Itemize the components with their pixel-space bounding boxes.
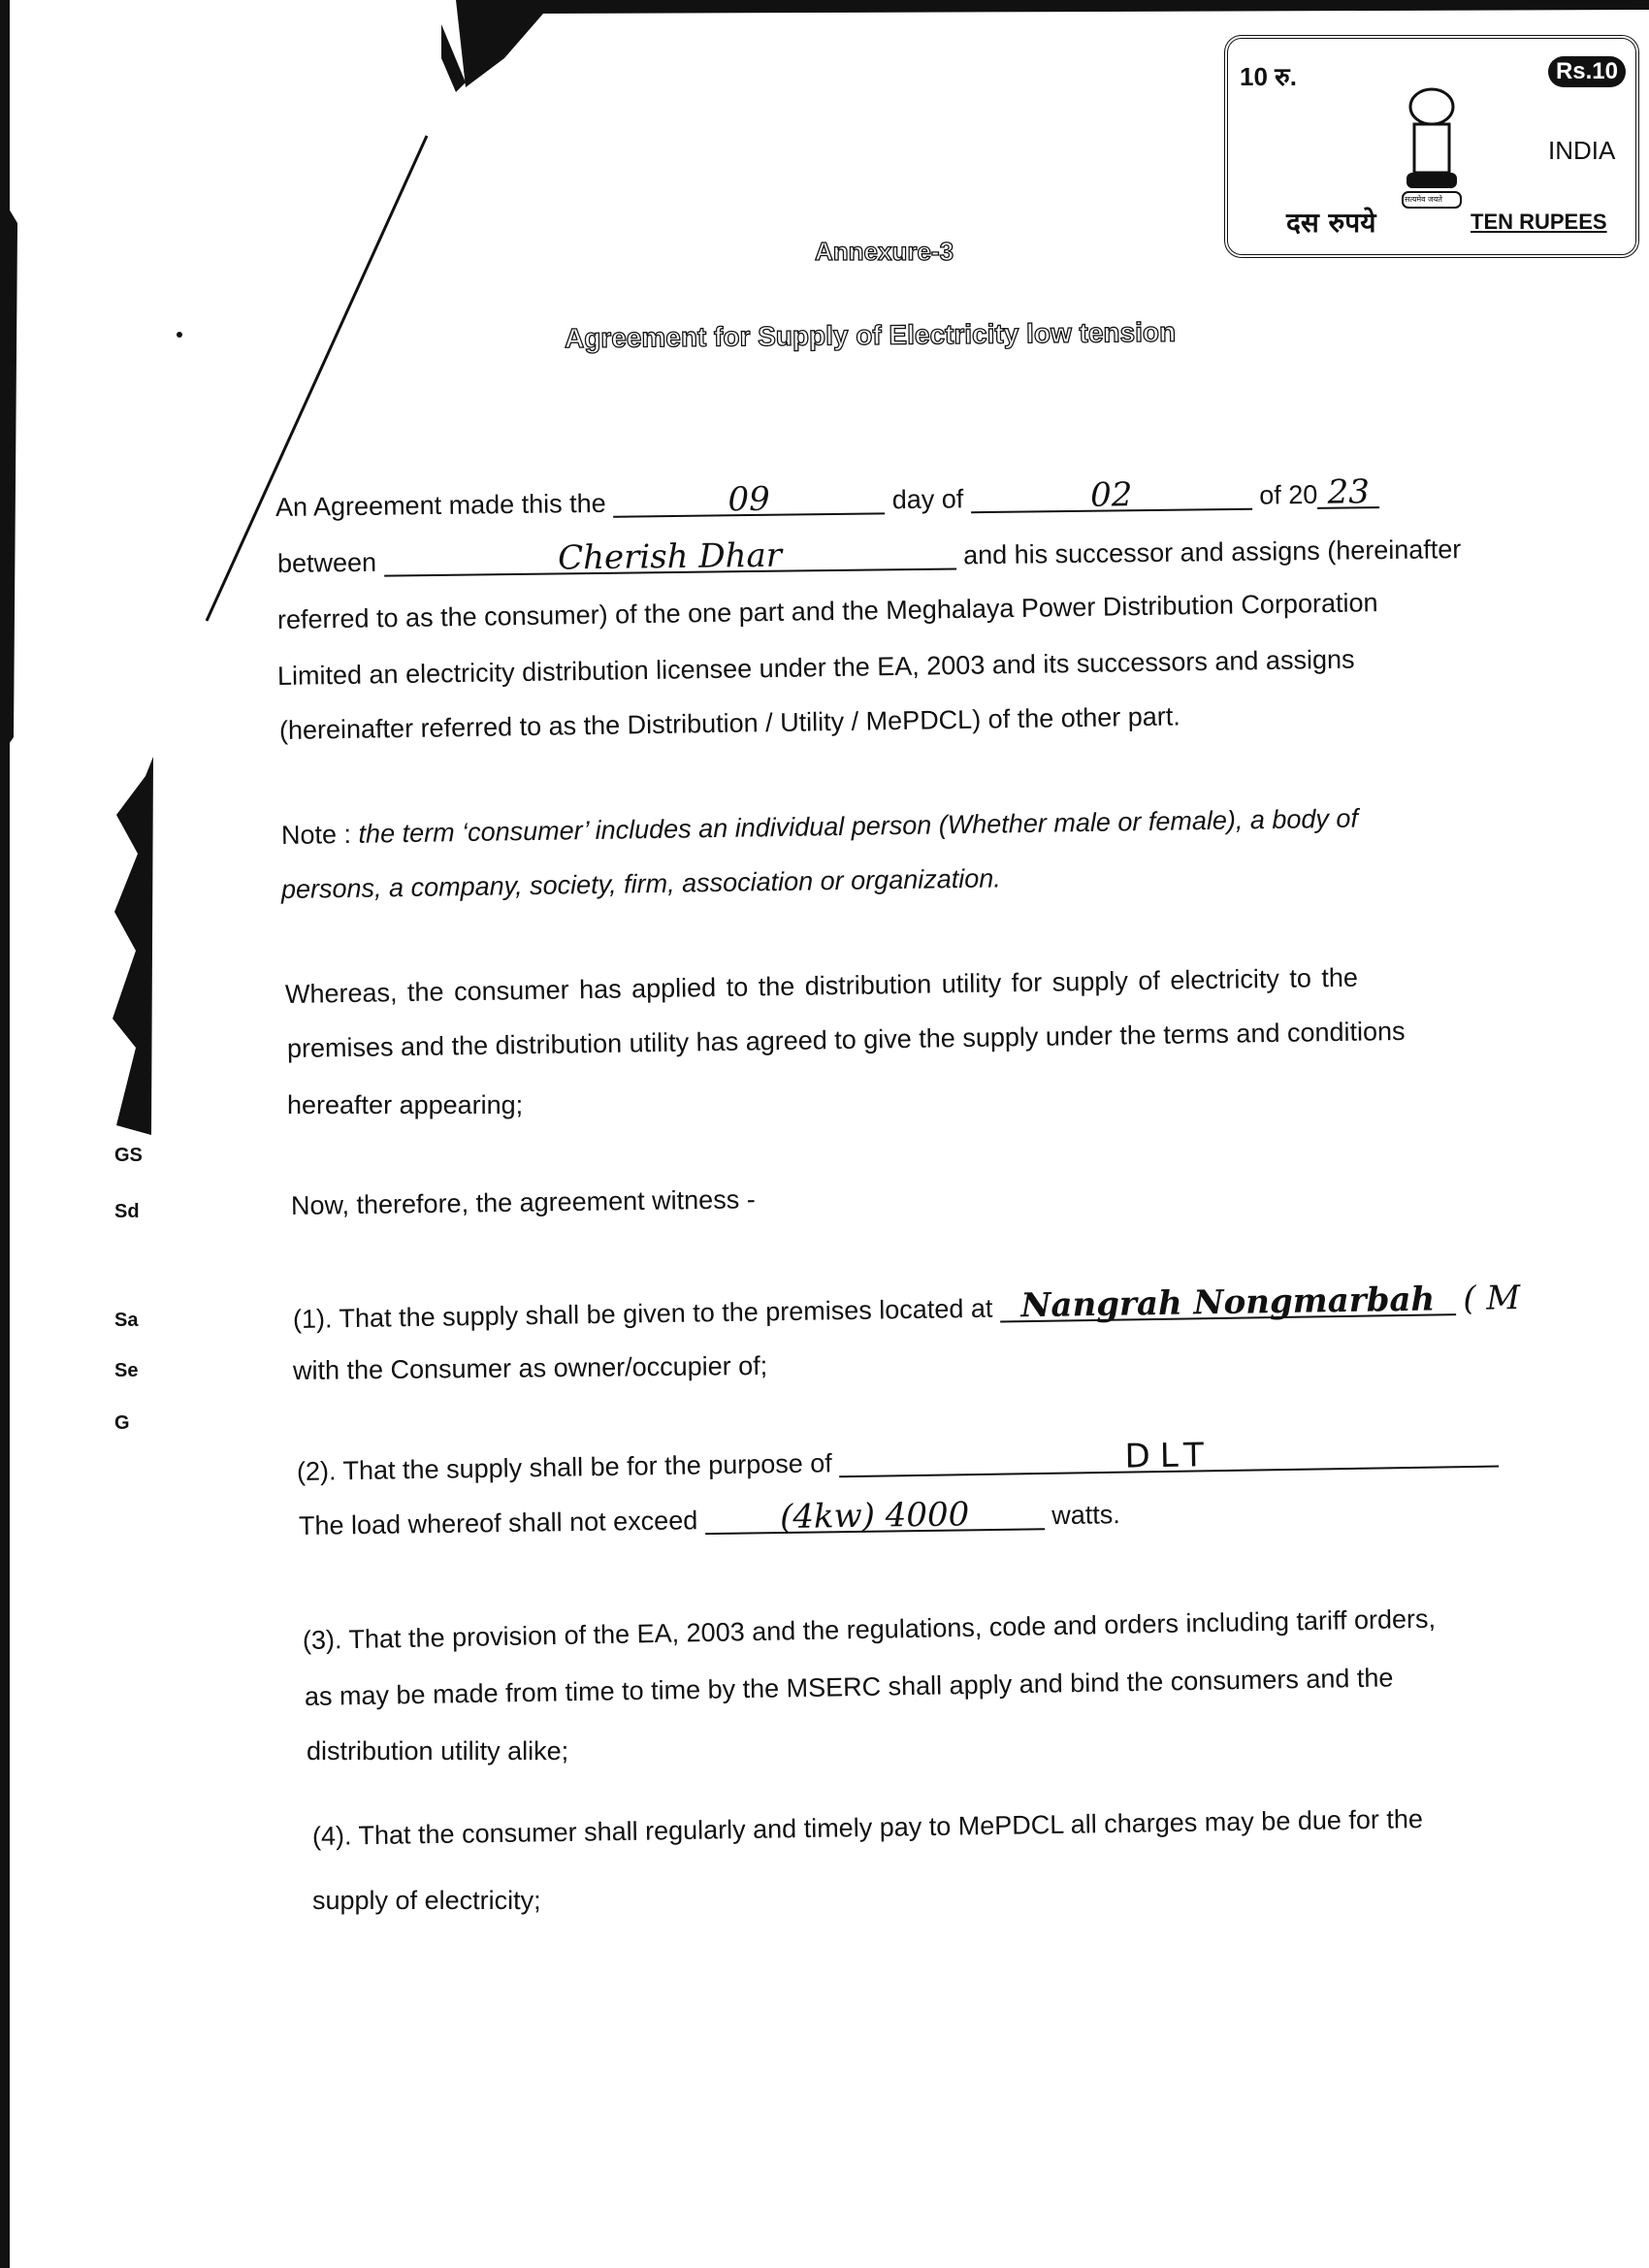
text: (2). That the supply shall be for the purpose of [296, 1448, 833, 1486]
ashoka-emblem-icon [1393, 78, 1471, 213]
stamp-emblem-motto: सत्यमेव जयते [1405, 195, 1442, 204]
revenue-stamp [1224, 35, 1639, 258]
clause-1-line-2: with the Consumer as owner/occupier of; [292, 1350, 768, 1385]
note-line-2: persons, a company, society, firm, association or organization. [280, 863, 1001, 904]
witness-line: Now, therefore, the agreement witness - [290, 1184, 756, 1220]
purpose-field[interactable]: DLT [839, 1437, 1499, 1478]
stamp-hindi-label: दस रुपये [1286, 207, 1376, 239]
preamble-line-3: referred to as the consumer) of the one part and the Meghalaya Power Distribution Corporation [276, 588, 1378, 634]
text: of 20 [1259, 479, 1318, 510]
whereas-line-3: hereafter appearing; [287, 1090, 524, 1119]
clause-4-line-2: supply of electricity; [312, 1886, 541, 1915]
margin-mark: Sd [114, 1201, 140, 1222]
text: The load whereof shall not exceed [298, 1506, 698, 1540]
note-text: the term ‘consumer’ includes an individual person (Whether male or female), a body of [358, 803, 1359, 849]
whereas-line-2: premises and the distribution utility has agreed to give the supply under the terms and conditions [286, 1016, 1406, 1063]
whereas-line-1: Whereas, the consumer has applied to the distribution utility for supply of electricity to the [284, 962, 1359, 1009]
text: watts. [1051, 1500, 1120, 1531]
stamp-english-label: TEN RUPEES [1471, 210, 1607, 234]
annexure-heading: Annexure-3 [815, 237, 954, 266]
clause-4-line-1: (4). That the consumer shall regularly and timely pay to MePDCL all charges may be due for the [311, 1804, 1424, 1851]
year-field[interactable]: 23 [1317, 477, 1379, 509]
stamp-country: INDIA [1548, 136, 1616, 165]
text: day of [891, 484, 964, 515]
clause-3-line-1: (3). That the provision of the EA, 2003 and the regulations, code and orders including tariff orders, [302, 1604, 1437, 1655]
text: and his successor and assigns (hereinafter [962, 535, 1462, 570]
preamble-line-5: (hereinafter referred to as the Distribution / Utility / MePDCL) of the other part. [278, 701, 1181, 745]
load-field[interactable]: (4kw) 4000 [705, 1499, 1045, 1535]
torn-edge-shape [107, 757, 155, 1135]
stamp-value-badge: Rs.10 [1548, 56, 1626, 87]
day-field[interactable]: 09 [613, 483, 885, 517]
location-overflow: ( M [1462, 1279, 1521, 1319]
note-label: Note : [280, 819, 352, 850]
text: between [276, 547, 377, 578]
premises-location-field[interactable]: Nangrah Nongmarbah [1000, 1284, 1456, 1322]
preamble-line-4: Limited an electricity distribution licensee under the EA, 2003 and its successors and assigns [276, 644, 1355, 691]
clause-3-line-3: distribution utility alike; [307, 1736, 569, 1766]
text: An Agreement made this the [275, 488, 606, 522]
text: (1). That the supply shall be given to the premises located at [292, 1293, 993, 1334]
month-field[interactable]: 02 [971, 479, 1252, 514]
clause-3-line-2: as may be made from time to time by the MSERC shall apply and bind the consumers and the [304, 1663, 1394, 1711]
stamp-value-hindi: 10 रु. [1240, 62, 1297, 91]
margin-mark: GS [114, 1145, 143, 1166]
consumer-name-field[interactable]: Cherish Dhar [383, 538, 955, 576]
document-title: Agreement for Supply of Electricity low tension [564, 316, 1177, 354]
margin-mark: G [114, 1412, 130, 1434]
margin-mark: Sa [114, 1310, 139, 1331]
margin-mark: Se [114, 1360, 139, 1381]
